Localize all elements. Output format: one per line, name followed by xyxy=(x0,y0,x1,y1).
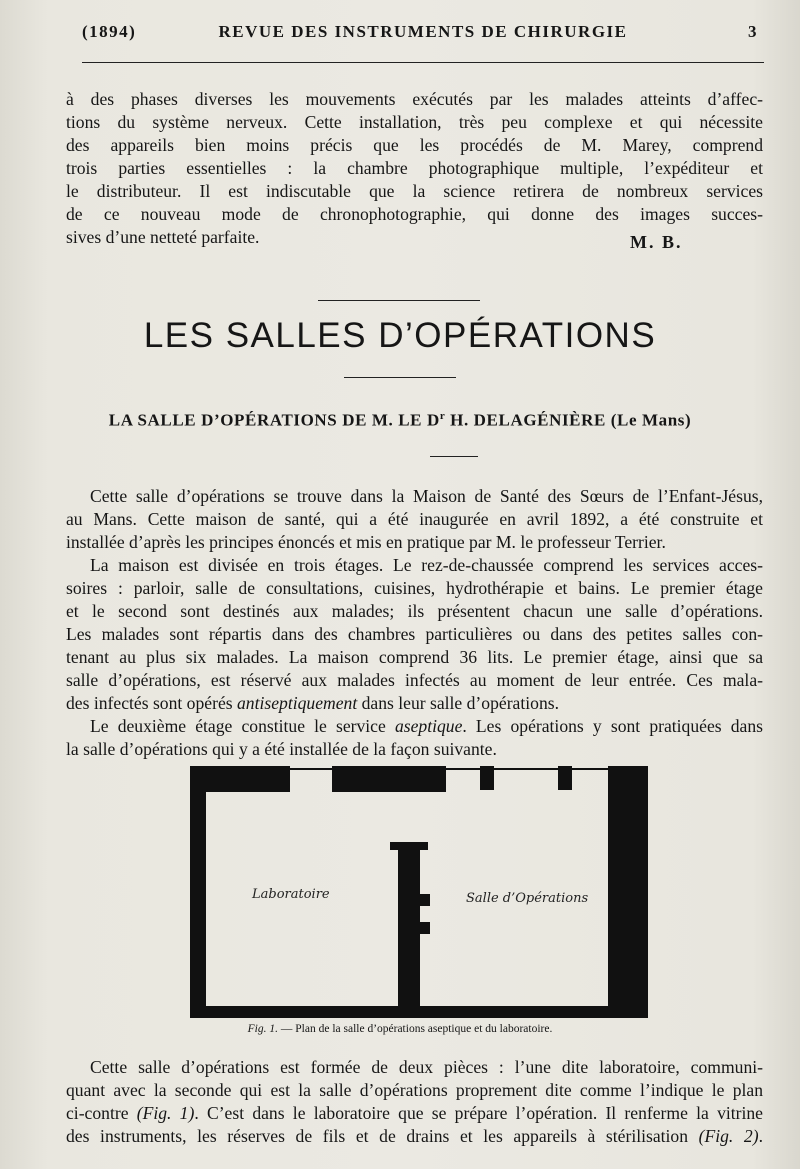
text-run: des infectés sont opérés xyxy=(66,693,237,713)
intro-paragraph xyxy=(66,88,763,249)
left-wall xyxy=(190,766,206,1018)
floor-plan-drawing xyxy=(190,766,648,1018)
text-line xyxy=(66,1125,763,1148)
text-run: ci-contre xyxy=(66,1103,137,1123)
article-rule xyxy=(430,456,478,457)
text-line: des appareils bien moins précis que les procédés de M. Marey, comprend xyxy=(66,135,763,155)
text-line: soires : parloir, salle de consultations, cuisines, hydrothérapie et bains. Le premier étage xyxy=(66,578,763,598)
paragraph-aseptic xyxy=(66,715,763,761)
running-head xyxy=(82,22,764,48)
text-line: et le second sont destinés aux malades; ils présentent chacun une salle d’opérations. xyxy=(66,601,763,621)
text-line: tenant au plus six malades. La maison comprend 36 lits. Le premier étage, ainsi que sa xyxy=(66,647,763,667)
text-line: la salle d’opérations qui y a été installée de la façon suivante. xyxy=(66,739,497,759)
text-line: installée d’après les principes énoncés et mis en pratique par M. le professeur Terrier. xyxy=(66,532,666,552)
italic-term: antiseptiquement xyxy=(237,693,358,713)
paragraph-floors xyxy=(66,554,763,715)
text-line xyxy=(66,715,763,738)
text-line: quant avec la seconde qui est la salle d’opérations proprement dite comme l’indique le plan xyxy=(66,1080,763,1100)
section-rule-top xyxy=(318,300,480,301)
text-run: Le deuxième étage constitue le service xyxy=(90,716,395,736)
text-line: Cette salle d’opérations est formée de deux pièces : l’une dite laboratoire, communi- xyxy=(90,1057,763,1077)
text-line: salle d’opérations, est réservé aux malades infectés au moment de leur entrée. Ces mala- xyxy=(66,670,763,690)
text-line xyxy=(66,1102,763,1125)
partition-cap xyxy=(390,842,428,850)
text-line: Cette salle d’opérations se trouve dans la Maison de Santé des Sœurs de l’Enfant-Jésus, xyxy=(90,486,763,506)
article-title-superscript: r xyxy=(439,410,446,422)
text-line: tions du système nerveux. Cette installation, très peu complexe et qui nécessite xyxy=(66,112,763,132)
floor-plan-figure xyxy=(190,766,648,1018)
figure-caption-number: Fig. 1. xyxy=(247,1023,279,1035)
text-run: . xyxy=(758,1126,763,1146)
article-title xyxy=(0,410,800,431)
text-run: . C’est dans le laboratoire que se prépare l’opération. Il renferme la vitrine xyxy=(194,1103,763,1123)
text-run: des instruments, les réserves de fils et de drains et les appareils à stérilisation xyxy=(66,1126,699,1146)
figure-reference: (Fig. 2) xyxy=(698,1126,759,1146)
author-signature: M. B. xyxy=(630,232,683,252)
text-line: La maison est divisée en trois étages. Le rez-de-chaussée comprend les services acces- xyxy=(90,555,763,575)
label-laboratoire: Laboratoire xyxy=(252,887,330,902)
header-journal-title: REVUE DES INSTRUMENTS DE CHIRURGIE xyxy=(218,22,628,41)
paragraph-rooms xyxy=(66,1056,763,1148)
text-line: à des phases diverses les mouvements exécutés par les malades atteints d’affec- xyxy=(66,89,763,109)
header-year: (1894) xyxy=(82,22,137,41)
section-rule-bottom xyxy=(344,377,456,378)
figure-caption xyxy=(0,1023,800,1035)
text-line: le distributeur. Il est indiscutable que la science retirera de nombreux services xyxy=(66,181,763,201)
door-jamb-a xyxy=(420,894,430,906)
text-line: au Mans. Cette maison de santé, qui a été inaugurée en avril 1892, a été construite et xyxy=(66,509,763,529)
partition-wall xyxy=(398,842,420,1012)
figure-reference: (Fig. 1) xyxy=(136,1103,195,1123)
article-title-start: LA SALLE D’OPÉRATIONS DE M. LE D xyxy=(108,410,440,430)
text-line: trois parties essentielles : la chambre photographique multiple, l’expéditeur et xyxy=(66,158,763,178)
text-line xyxy=(66,692,763,715)
text-line: sives d’une netteté parfaite. xyxy=(66,227,260,247)
header-rule xyxy=(82,62,764,63)
article-title-end: H. DELAGÉNIÈRE (Le Mans) xyxy=(445,410,692,430)
paragraph-location xyxy=(66,485,763,554)
door-jamb-b xyxy=(420,922,430,934)
label-salle-operations: Salle d’Opérations xyxy=(466,891,589,906)
right-wall xyxy=(608,766,648,1018)
figure-caption-text: — Plan de la salle d’opérations aseptique et du laboratoire. xyxy=(278,1023,553,1035)
text-line: de ce nouveau mode de chronophotographie, qui donne des images succes- xyxy=(66,204,763,224)
text-line: Les malades sont répartis dans des chambres particulières ou dans des petites salles con- xyxy=(66,624,763,644)
italic-term: aseptique xyxy=(394,716,463,736)
text-run: . Les opérations y sont pratiquées dans xyxy=(462,716,764,736)
header-page-number: 3 xyxy=(748,22,758,41)
section-title: LES SALLES D’OPÉRATIONS xyxy=(143,316,657,355)
text-run: dans leur salle d’opérations. xyxy=(357,693,559,713)
